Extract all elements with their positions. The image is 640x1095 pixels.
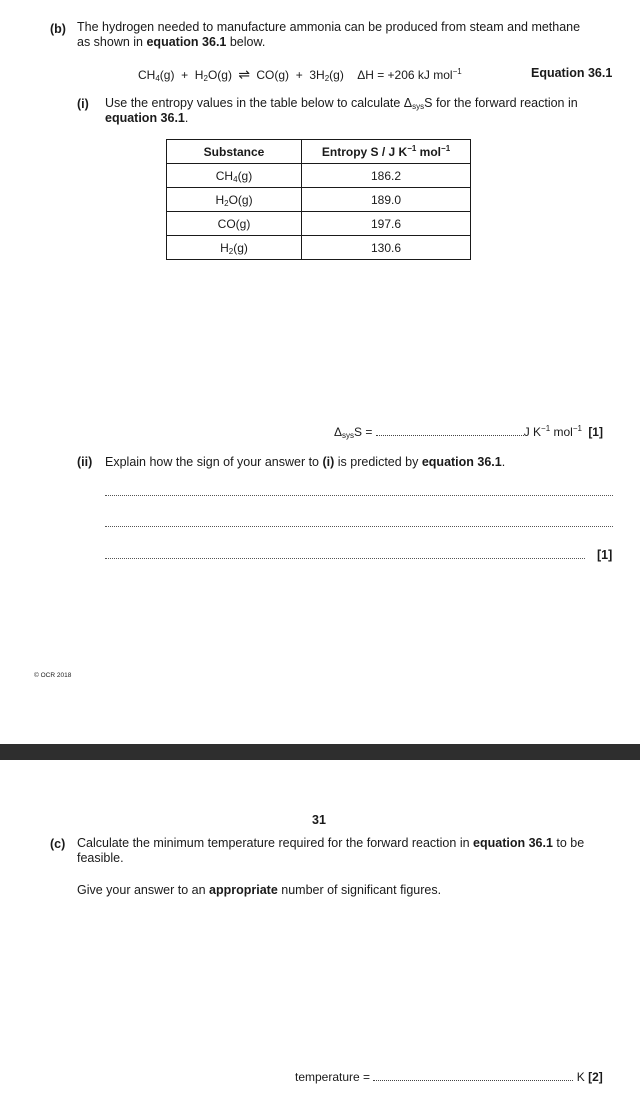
temperature-answer-line: temperature = K [2] [295, 1070, 603, 1084]
table-row: $H_2O(g)$ 189.0 [167, 188, 471, 212]
part-c-instruction: Give your answer to an appropriate number of significant figures. [77, 883, 442, 897]
part-b-label: (b) [50, 22, 66, 36]
page-number: 31 [312, 813, 326, 827]
part-b-intro-line2: as shown in equation 36.1 below. [77, 35, 266, 49]
part-b-i-question: Use the entropy values in the table below to calculate $\Delta_{sys}S$ for the forward reaction in equation 36.1. [105, 96, 578, 125]
table-row: CO(g) 197.6 [167, 212, 471, 236]
equilibrium-arrow-icon: ⇌ [238, 66, 251, 82]
equation-36-1: $CH_4(g) + H_2O(g)$ ⇌ $CO(g) + 3H_2(g) \Delta H = +206$ kJ mol$^{-1}$ [138, 66, 462, 83]
answer-line-2[interactable] [105, 525, 613, 527]
marks-b-ii: [1] [597, 548, 613, 562]
part-c-label: (c) [50, 837, 66, 851]
entropy-table [166, 139, 471, 260]
part-b-ii-question: Explain how the sign of your answer to (i) is predicted by equation 36.1. [105, 455, 506, 469]
copyright-footer: © OCR 2018 [34, 672, 72, 679]
equation-label: Equation 36.1 [531, 66, 613, 80]
part-c-question: Calculate the minimum temperature required for the forward reaction in equation 36.1 to be feasible. [77, 836, 585, 865]
part-b-intro [77, 20, 622, 50]
header-entropy: Entropy S / J $K^{-1}$ mol$^{-1}$ [302, 140, 471, 164]
part-b-intro-line1: The hydrogen needed to manufacture ammonia can be produced from steam and methane [77, 20, 581, 34]
table-row: $CH_4(g)$ 186.2 [167, 164, 471, 188]
delta-s-answer-line: $\Delta_{sys}S = J$ $K^{-1}$ mol$^{-1}$ [1] [334, 424, 603, 440]
marks-c: [2] [588, 1070, 603, 1084]
table-row: $H_2(g)$ 130.6 [167, 236, 471, 260]
table-header-row [167, 140, 471, 164]
page-divider [0, 744, 640, 760]
part-b-i-label: (i) [77, 97, 89, 111]
answer-line-3[interactable] [105, 557, 585, 559]
marks-b-i: [1] [588, 425, 603, 439]
header-substance: Substance [167, 140, 302, 164]
answer-line-1[interactable] [105, 494, 613, 496]
delta-s-answer-field[interactable] [376, 424, 524, 436]
part-b-ii-label: (ii) [77, 455, 93, 469]
delta-h: ΔH = +206 kJ mol$^{-1}$ [357, 67, 462, 82]
temperature-answer-field[interactable] [373, 1069, 573, 1081]
